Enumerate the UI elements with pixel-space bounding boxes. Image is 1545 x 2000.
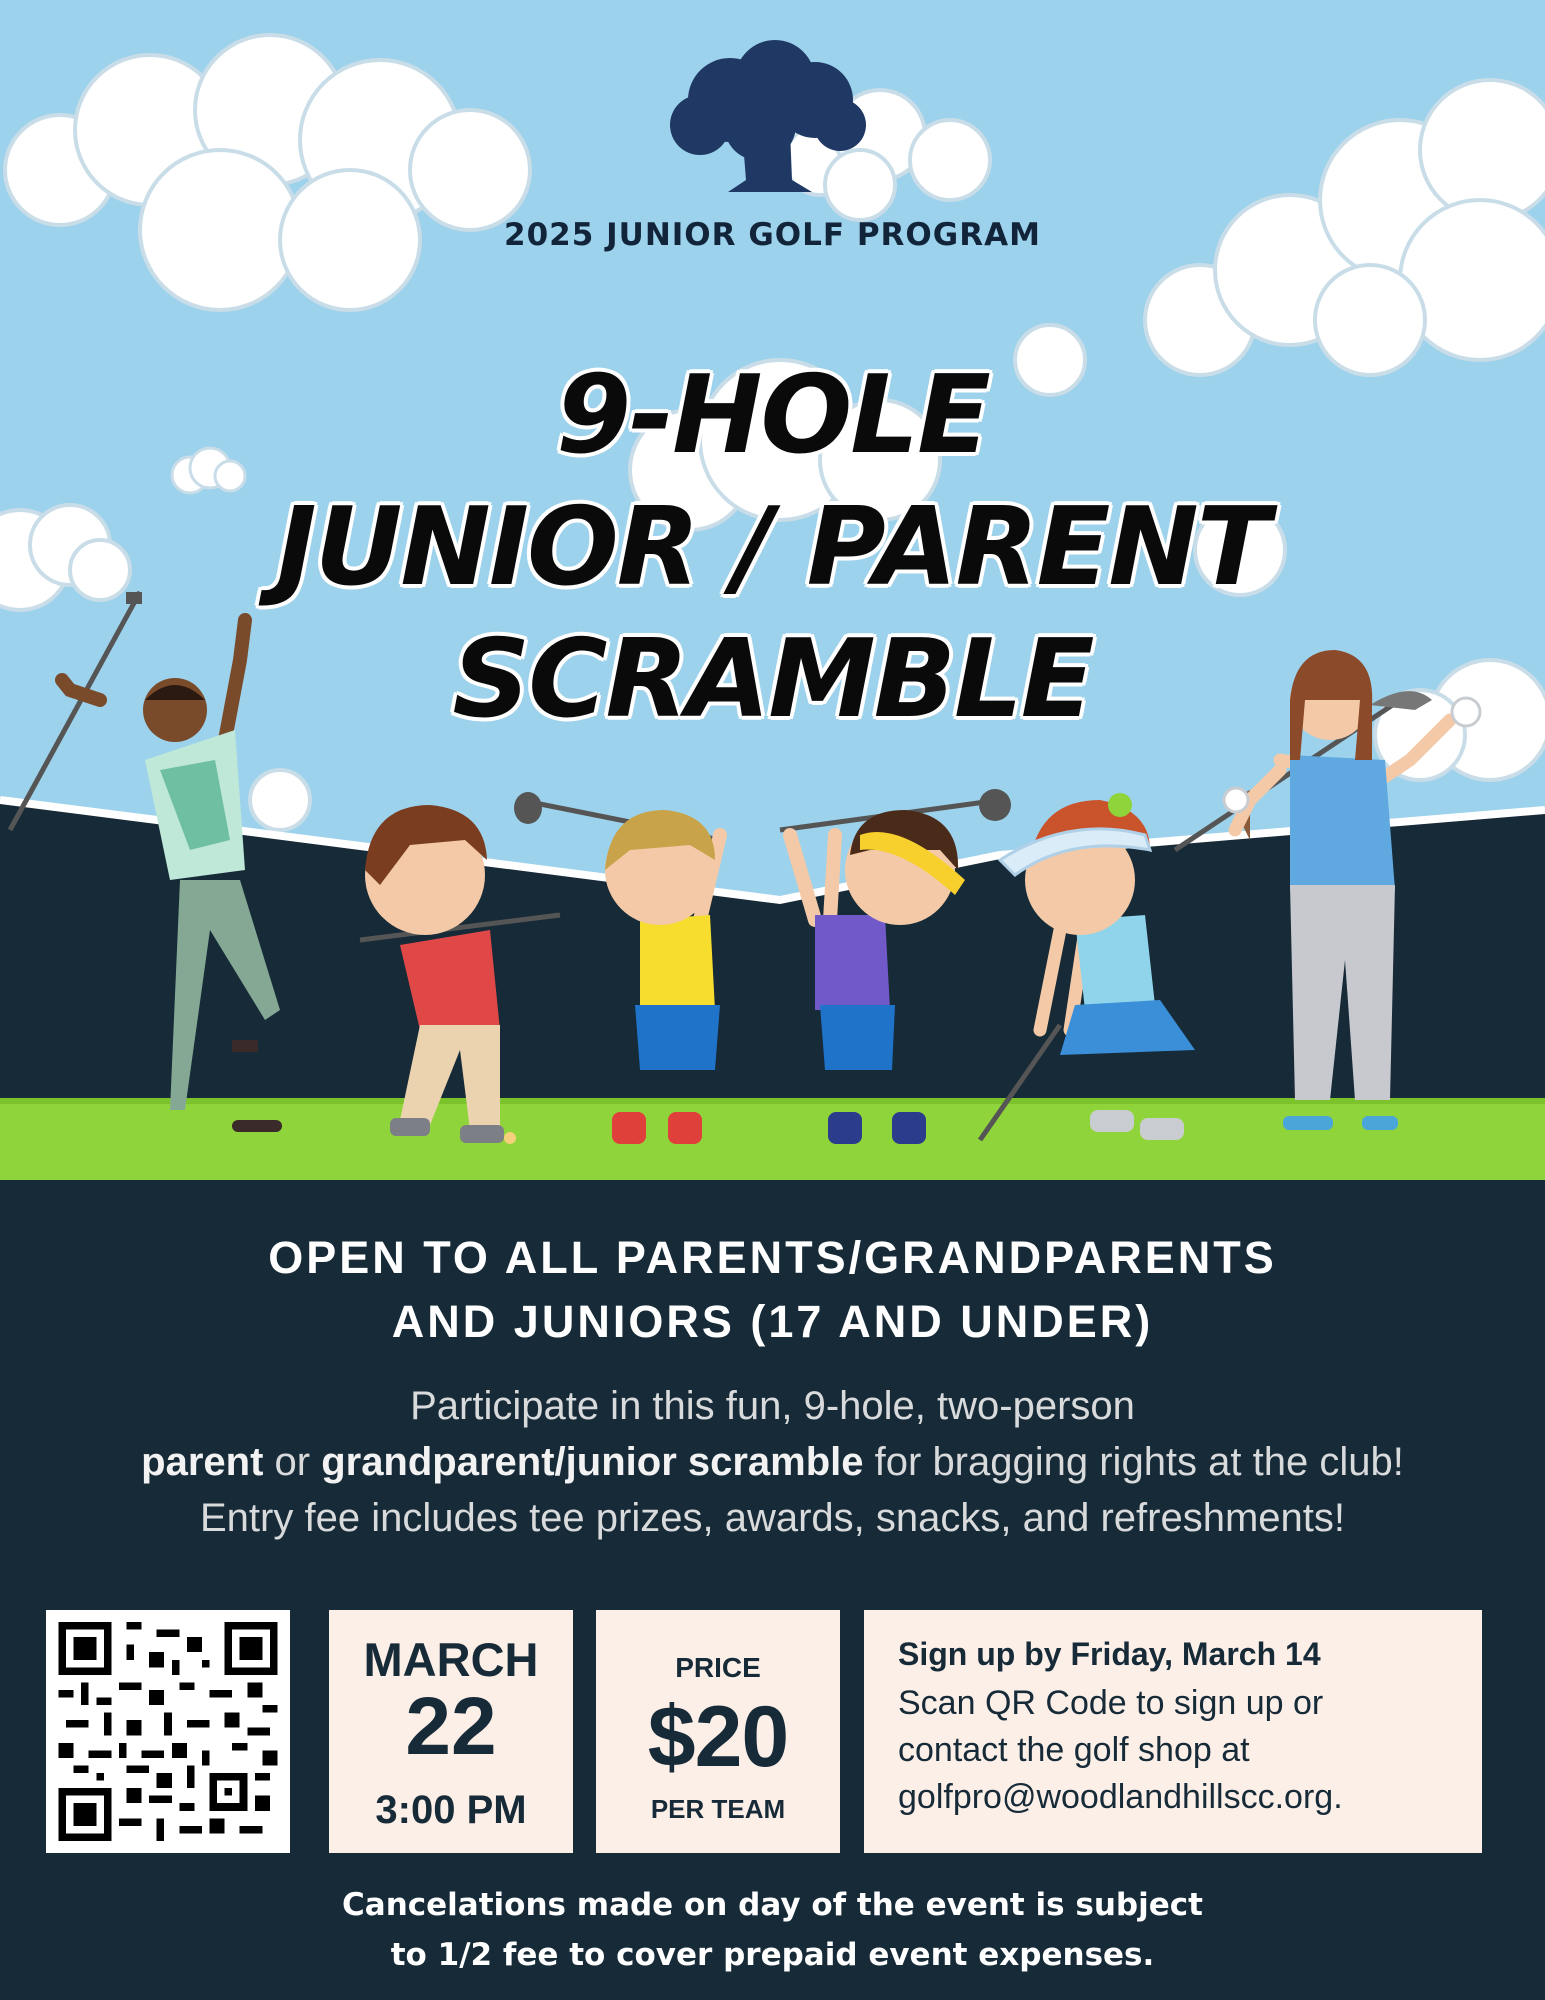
eligibility-line-2: AND JUNIORS (17 AND UNDER)	[391, 1296, 1154, 1347]
price-unit: PER TEAM	[650, 1794, 786, 1824]
headline-line-1: 9-HOLE	[556, 353, 989, 478]
description-line-3: Entry fee includes tee prizes, awards, snacks, and refreshments!	[200, 1496, 1345, 1540]
cancellation-policy	[0, 1880, 1545, 1980]
info-section	[0, 1180, 1545, 2000]
event-day: 22	[405, 1681, 497, 1772]
signup-line-1: Scan QR Code to sign up or	[898, 1684, 1324, 1722]
description-scramble: grandparent/junior scramble	[321, 1440, 864, 1484]
event-time: 3:00 PM	[375, 1788, 527, 1832]
grass-strip	[0, 1098, 1545, 1180]
event-month: MARCH	[363, 1633, 539, 1686]
cancellation-line-2: to 1/2 fee to cover prepaid event expenses.	[390, 1937, 1155, 1973]
signup-email-link[interactable]: golfpro@woodlandhillscc.org.	[898, 1778, 1343, 1816]
description-parent: parent	[141, 1440, 264, 1484]
description-bragging: for bragging rights at the club!	[863, 1440, 1404, 1484]
program-title: 2025 JUNIOR GOLF PROGRAM	[504, 217, 1041, 253]
headline-line-3: SCRAMBLE	[452, 617, 1093, 742]
qr-code-icon[interactable]	[58, 1622, 278, 1841]
signup-instructions	[898, 1680, 1468, 1821]
signup-line-2: contact the golf shop at	[898, 1731, 1250, 1769]
date-card	[329, 1610, 573, 1853]
price-card	[596, 1610, 840, 1853]
description-line-1: Participate in this fun, 9-hole, two-person	[410, 1384, 1135, 1428]
eligibility-line-1: OPEN TO ALL PARENTS/GRANDPARENTS	[268, 1232, 1277, 1283]
qr-code-card[interactable]	[46, 1610, 290, 1853]
eligibility-heading	[0, 1226, 1545, 1354]
description-line-2	[0, 1434, 1545, 1490]
event-headline	[0, 350, 1545, 746]
cancellation-line-1: Cancelations made on day of the event is subject	[342, 1887, 1203, 1923]
signup-deadline: Sign up by Friday, March 14	[898, 1636, 1321, 1672]
price-amount: $20	[647, 1689, 789, 1785]
signup-card	[864, 1610, 1482, 1853]
price-label: PRICE	[675, 1652, 761, 1683]
cloud	[5, 35, 530, 310]
event-description	[0, 1378, 1545, 1546]
description-or: or	[263, 1440, 322, 1484]
headline-line-2: JUNIOR / PARENT	[276, 485, 1269, 610]
